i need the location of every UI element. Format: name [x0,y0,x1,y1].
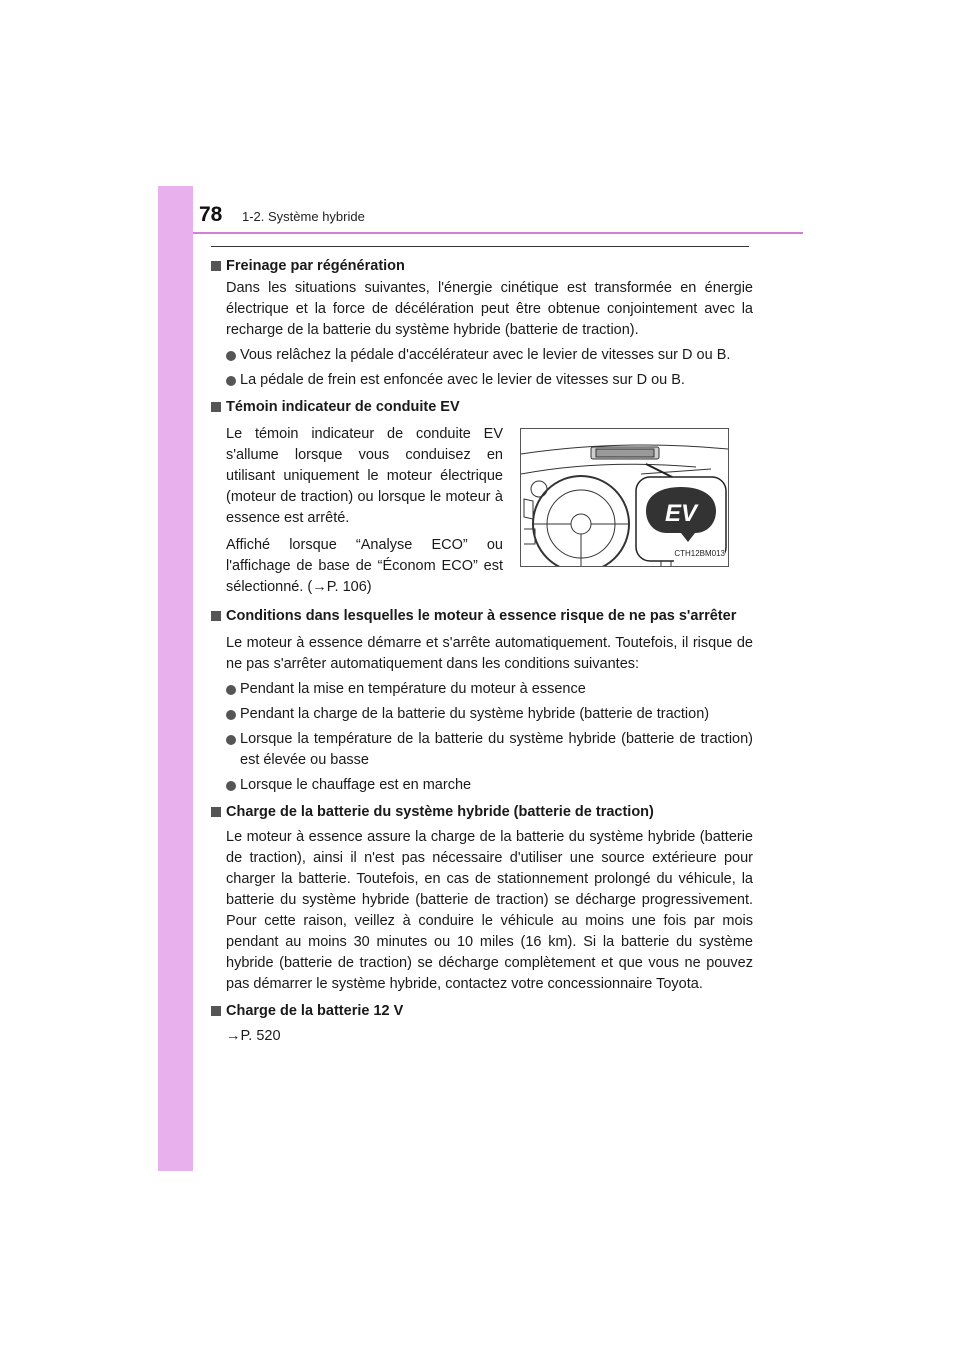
square-bullet-icon [211,807,221,817]
page-reference: →P. 520 [226,1028,281,1044]
heading-ev-indicator: Témoin indicateur de conduite EV [211,397,753,418]
paragraph: Le moteur à essence assure la charge de la batterie du système hybride (batterie de traction), ainsi il n'est pas nécessaire d'utiliser une source extérieure pour charger la batterie. Toutefois, en cas de stationnement prolongé du véhicule, la batterie du système hybride (batterie de traction) se décharge progressivement. Pour cette raison, veillez à conduire le véhicule au moins une fois par mois pendant au moins 30 minutes ou 10 miles (16 km). Si la batterie du système hybride (batterie de traction) se décharge complètement et que vous ne pouvez pas démarrer le système hybride, contactez votre concessionnaire Toyota. [226,829,753,992]
ev-label: EV [664,500,698,527]
square-bullet-icon [211,261,221,271]
round-bullet-icon [226,685,236,695]
heading-regenerative-braking: Freinage par régénération [211,256,753,277]
ev-indicator-text [211,424,503,604]
dashboard-illustration [520,428,729,567]
page-content [211,256,753,1047]
header-line [193,232,803,234]
page-number: 78 [199,203,223,226]
side-color-tab [158,186,193,1171]
list-item: La pédale de frein est enfoncée avec le levier de vitesses sur D ou B. [211,370,753,391]
square-bullet-icon [211,611,221,621]
list-item: Vous relâchez la pédale d'accélérateur avec le levier de vitesses sur D ou B. [211,345,753,366]
list-item: Lorsque la température de la batterie du système hybride (batterie de traction) est élevée ou basse [211,729,753,771]
ev-indicator-block [211,424,753,604]
round-bullet-icon [226,735,236,745]
section-title: 1-2. Système hybride [242,209,365,224]
square-bullet-icon [211,402,221,412]
paragraph: Affiché lorsque “Analyse ECO” ou l'affichage de base de “Économ ECO” est sélectionné. (→P. 106) [226,537,503,595]
figure-code: CTH12BM013 [674,543,725,564]
heading-hybrid-battery-charge: Charge de la batterie du système hybride (batterie de traction) [211,802,753,823]
paragraph: Le témoin indicateur de conduite EV s'allume lorsque vous conduisez en utilisant uniquement le moteur électrique (moteur de traction) ou lorsque le moteur à essence est arrêté. [226,426,503,526]
list-item: Lorsque le chauffage est en marche [211,775,753,796]
round-bullet-icon [226,376,236,386]
heading-12v-battery-charge: Charge de la batterie 12 V [211,1001,753,1022]
list-item: Pendant la mise en température du moteur à essence [211,679,753,700]
round-bullet-icon [226,781,236,791]
list-item: Pendant la charge de la batterie du système hybride (batterie de traction) [211,704,753,725]
round-bullet-icon [226,351,236,361]
round-bullet-icon [226,710,236,720]
section-rule [211,246,749,247]
square-bullet-icon [211,1006,221,1016]
paragraph: Le moteur à essence démarre et s'arrête automatiquement. Toutefois, il risque de ne pas s'arrêter automatiquement dans les conditions suivantes: [226,635,753,672]
paragraph: Dans les situations suivantes, l'énergie cinétique est transformée en énergie électrique et la force de décélération peut être obtenue conjointement avec la recharge de la batterie du système hybride (batterie de traction). [226,280,753,338]
heading-engine-stop-conditions: Conditions dans lesquelles le moteur à essence risque de ne pas s'arrêter [211,606,753,627]
